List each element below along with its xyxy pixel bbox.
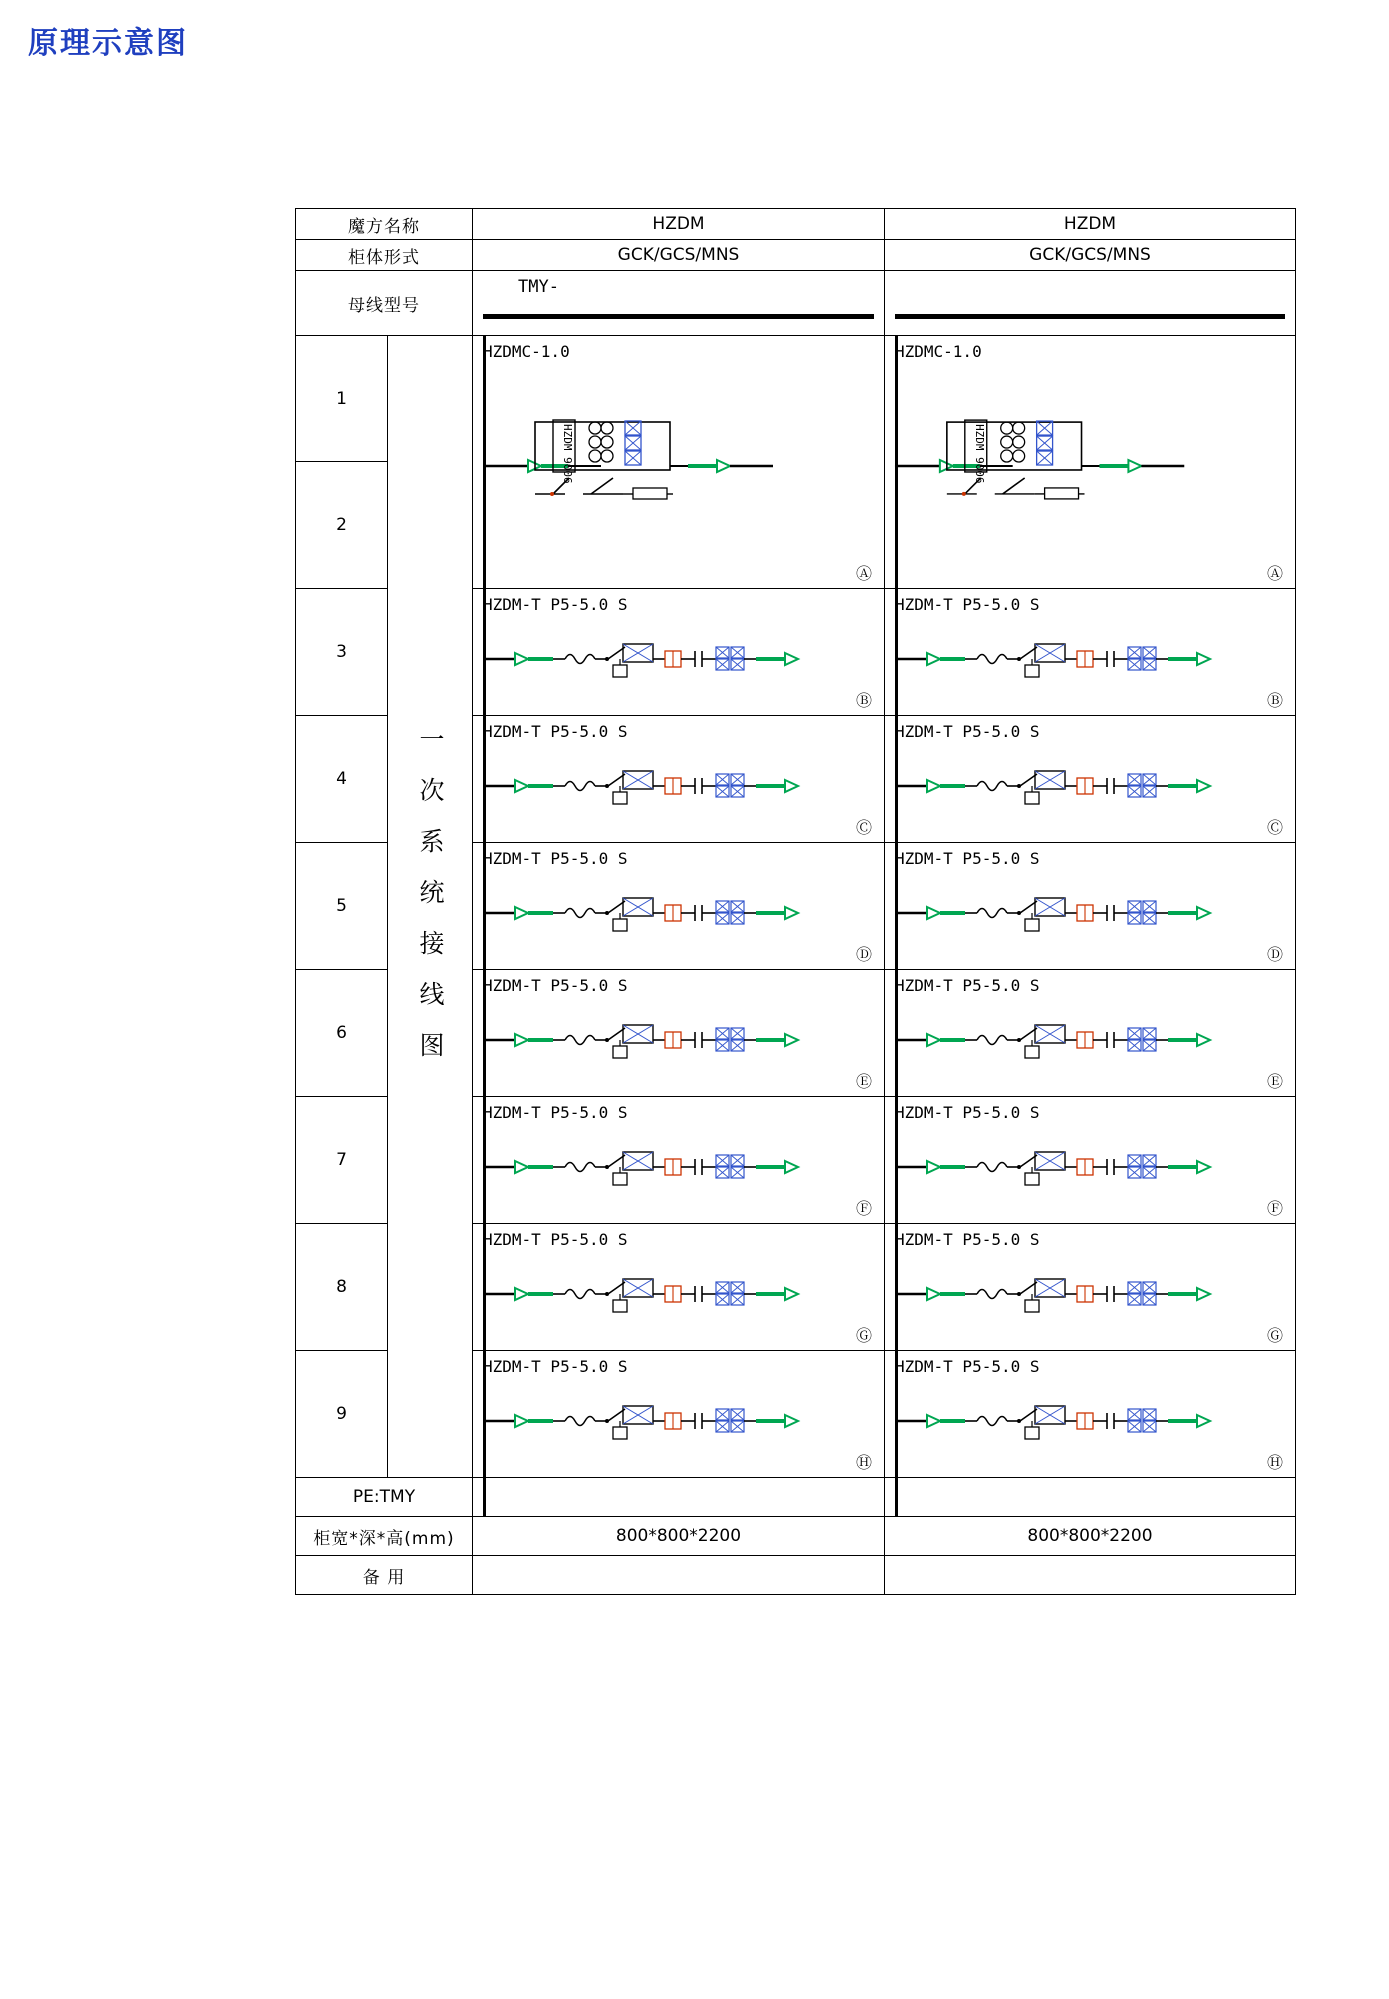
vertical-title-cell	[388, 336, 473, 1478]
table-row-busbar	[296, 271, 1296, 336]
table-row-cube-name	[296, 209, 1296, 240]
unit-cell-col2-5	[885, 843, 1296, 970]
dimensions-col1: 800*800*2200	[473, 1517, 885, 1556]
unit-model-label: HZDM-T P5-5.0 S	[483, 722, 628, 741]
feeder-schematic	[473, 970, 884, 1096]
feeder-schematic	[885, 970, 1295, 1096]
unit-tag: Ⓗ	[855, 1453, 872, 1472]
row-number: 4	[296, 716, 388, 843]
unit-cell-col1-6	[473, 970, 885, 1097]
unit-tag: Ⓔ	[1266, 1072, 1283, 1091]
busbar-cell-col1	[473, 271, 885, 336]
feeder-schematic	[473, 843, 884, 969]
feeder-schematic	[473, 1097, 884, 1223]
feeder-schematic	[473, 1351, 884, 1477]
row-number: 7	[296, 1097, 388, 1224]
unit-tag: Ⓕ	[855, 1199, 872, 1218]
unit-tag: Ⓔ	[855, 1072, 872, 1091]
row-number: 6	[296, 970, 388, 1097]
unit-tag: Ⓒ	[855, 818, 872, 837]
unit-cell-col2-3	[885, 589, 1296, 716]
busbar-bar-col1	[483, 314, 874, 319]
feeder-schematic	[885, 716, 1295, 842]
unit-tag: Ⓖ	[1266, 1326, 1283, 1345]
unit-cell-col2-9	[885, 1351, 1296, 1478]
unit-tag: Ⓓ	[1266, 945, 1283, 964]
table-row-spare	[296, 1556, 1296, 1595]
unit-model-label: HZDM-T P5-5.0 S	[483, 595, 628, 614]
unit-model-label: HZDM-T P5-5.0 S	[483, 1230, 628, 1249]
feeder-schematic	[885, 1351, 1295, 1477]
row-number: 9	[296, 1351, 388, 1478]
row-label-spare: 备 用	[296, 1556, 473, 1595]
row-label-cube-name: 魔方名称	[296, 209, 473, 240]
spare-col1	[473, 1556, 885, 1595]
pe-cell-col2	[885, 1478, 1296, 1517]
unit-cell-col2-8	[885, 1224, 1296, 1351]
cube-name-col1: HZDM	[473, 209, 885, 240]
feeder-schematic	[885, 1097, 1295, 1223]
unit-tag: Ⓓ	[855, 945, 872, 964]
principle-diagram-table	[295, 208, 1296, 1595]
unit-cell-col1-7	[473, 1097, 885, 1224]
page-title: 原理示意图	[28, 26, 188, 61]
cube-name-col2: HZDM	[885, 209, 1296, 240]
unit-cell-col1-8	[473, 1224, 885, 1351]
svg-text:HZDM 9006: HZDM 9006	[561, 424, 574, 484]
row-number: 1	[296, 336, 388, 462]
unit-tag: Ⓑ	[855, 691, 872, 710]
unit-model-label: HZDM-T P5-5.0 S	[895, 722, 1040, 741]
incoming-schematic	[473, 336, 884, 588]
unit-cell-col1-4	[473, 716, 885, 843]
row-number: 2	[296, 462, 388, 589]
unit-tag: Ⓐ	[855, 564, 872, 583]
unit-model-label: HZDM-T P5-5.0 S	[895, 1103, 1040, 1122]
unit-model-label: HZDM-T P5-5.0 S	[895, 1357, 1040, 1376]
unit-model-label: HZDM-T P5-5.0 S	[895, 849, 1040, 868]
unit-model-label: HZDM-T P5-5.0 S	[483, 1103, 628, 1122]
unit-tag: Ⓗ	[1266, 1453, 1283, 1472]
unit-tag: Ⓐ	[1266, 564, 1283, 583]
row-number: 3	[296, 589, 388, 716]
unit-cell-col1-3	[473, 589, 885, 716]
row-label-cabinet-type: 柜体形式	[296, 240, 473, 271]
unit-cell-col2-7	[885, 1097, 1296, 1224]
row-number: 5	[296, 843, 388, 970]
unit-model-label: HZDM-T P5-5.0 S	[895, 595, 1040, 614]
table-row-pe	[296, 1478, 1296, 1517]
table-row-cabinet-type	[296, 240, 1296, 271]
table-row	[296, 336, 1296, 462]
unit-model-label: HZDM-T P5-5.0 S	[895, 1230, 1040, 1249]
unit-tag: Ⓒ	[1266, 818, 1283, 837]
busbar-cell-col2	[885, 271, 1296, 336]
vertical-title-text: 一次系统接线图	[416, 725, 445, 1083]
row-label-dimensions: 柜宽*深*高(mm)	[296, 1517, 473, 1556]
unit-cell-col2-1	[885, 336, 1296, 589]
unit-model-label: HZDMC-1.0	[483, 342, 570, 361]
unit-tag: Ⓖ	[855, 1326, 872, 1345]
row-number: 8	[296, 1224, 388, 1351]
cabinet-type-col1: GCK/GCS/MNS	[473, 240, 885, 271]
cabinet-type-col2: GCK/GCS/MNS	[885, 240, 1296, 271]
feeder-schematic	[473, 589, 884, 715]
dimensions-col2: 800*800*2200	[885, 1517, 1296, 1556]
unit-cell-col1-5	[473, 843, 885, 970]
unit-cell-col2-4	[885, 716, 1296, 843]
feeder-schematic	[885, 1224, 1295, 1350]
unit-cell-col2-6	[885, 970, 1296, 1097]
unit-model-label: HZDM-T P5-5.0 S	[483, 1357, 628, 1376]
unit-model-label: HZDMC-1.0	[895, 342, 982, 361]
unit-cell-col1-1	[473, 336, 885, 589]
vertical-busbar	[483, 1477, 486, 1517]
unit-tag: Ⓑ	[1266, 691, 1283, 710]
feeder-schematic	[473, 716, 884, 842]
spare-col2	[885, 1556, 1296, 1595]
table-row-dimensions	[296, 1517, 1296, 1556]
vertical-busbar	[895, 1477, 898, 1517]
row-label-pe: PE:TMY	[296, 1478, 473, 1517]
unit-model-label: HZDM-T P5-5.0 S	[483, 976, 628, 995]
unit-model-label: HZDM-T P5-5.0 S	[483, 849, 628, 868]
busbar-model-col1: TMY-	[518, 277, 559, 297]
incoming-schematic	[885, 336, 1295, 588]
unit-cell-col1-9	[473, 1351, 885, 1478]
row-label-busbar: 母线型号	[296, 271, 473, 336]
feeder-schematic	[885, 843, 1295, 969]
busbar-bar-col2	[895, 314, 1285, 319]
pe-cell-col1	[473, 1478, 885, 1517]
feeder-schematic	[473, 1224, 884, 1350]
feeder-schematic	[885, 589, 1295, 715]
unit-model-label: HZDM-T P5-5.0 S	[895, 976, 1040, 995]
unit-tag: Ⓕ	[1266, 1199, 1283, 1218]
svg-text:HZDM 9006: HZDM 9006	[972, 424, 986, 484]
